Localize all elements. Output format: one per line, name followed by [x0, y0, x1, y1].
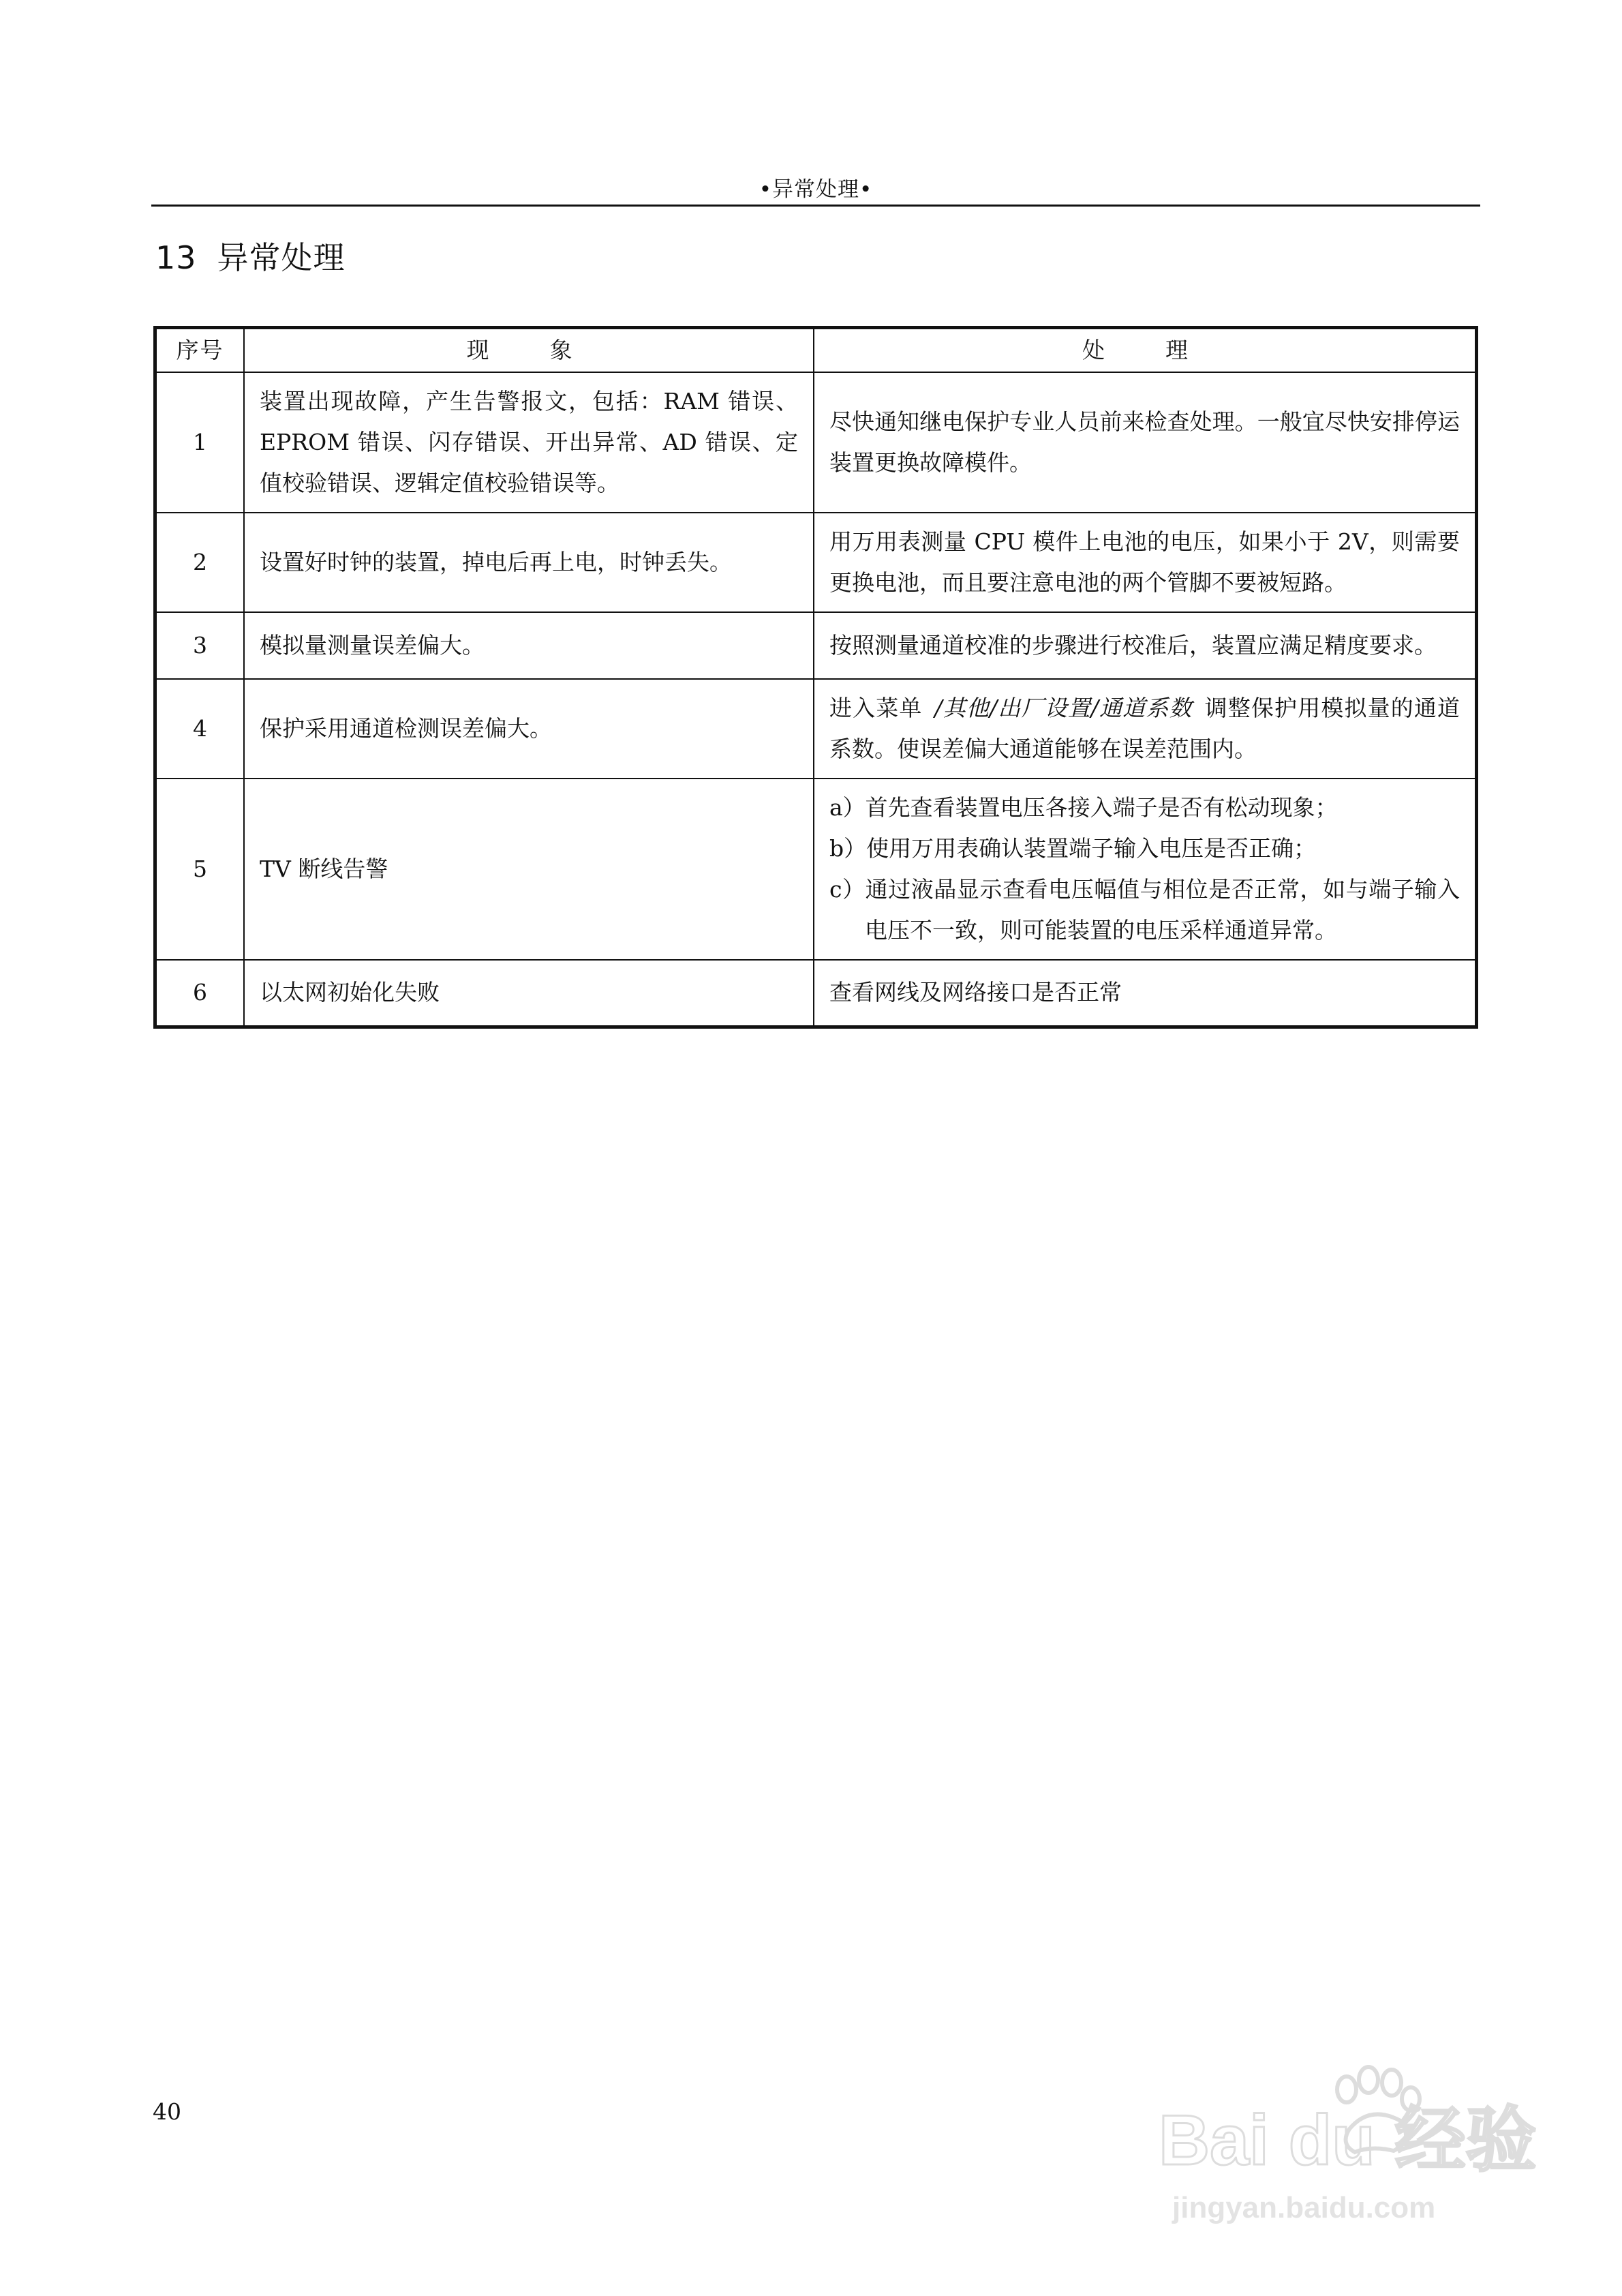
table-row: [155, 779, 1477, 960]
row-phenomenon: 以太网初始化失败: [244, 960, 814, 1027]
col-action-header: 处 理: [814, 328, 1477, 373]
table-row: [155, 679, 1477, 779]
section-number: 13: [155, 239, 197, 276]
section-title: [155, 233, 346, 278]
row-phenomenon: TV 断线告警: [244, 779, 814, 960]
watermark-brand: Bai du 经验: [1159, 2101, 1537, 2180]
step-item: a）首先查看装置电压各接入端子是否有松动现象；: [829, 794, 1338, 821]
page-number: 40: [153, 2098, 181, 2125]
row-phenomenon: 模拟量测量误差偏大。: [244, 612, 814, 679]
col-phenomenon-header: 现 象: [244, 328, 814, 373]
menu-path: /其他/出厂设置/通道系数: [934, 695, 1193, 721]
row-phenomenon: 保护采用通道检测误差偏大。: [244, 679, 814, 779]
row-action: 查看网线及网络接口是否正常: [814, 960, 1477, 1027]
row-index: 1: [155, 372, 245, 513]
watermark-url: jingyan.baidu.com: [1172, 2191, 1436, 2224]
action-text-pre: 进入菜单: [829, 695, 923, 721]
col-index-header: 序号: [155, 328, 245, 373]
row-phenomenon: 设置好时钟的装置，掉电后再上电，时钟丢失。: [244, 513, 814, 612]
table-row: [155, 612, 1477, 679]
table-row: [155, 513, 1477, 612]
watermark-logo: [1145, 2055, 1554, 2246]
row-action: 用万用表测量 CPU 模件上电池的电压，如果小于 2V，则需要更换电池，而且要注意电池的两个管脚不要被短路。: [814, 513, 1477, 612]
row-action: [814, 679, 1477, 779]
row-index: 6: [155, 960, 245, 1027]
row-index: 3: [155, 612, 245, 679]
action-text-post: 调整保护用模拟量的通道系数。使误差偏大通道能够在误差范围内。: [829, 695, 1460, 762]
running-header: •异常处理•: [759, 177, 873, 202]
row-phenomenon: 装置出现故障，产生告警报文，包括：RAM 错误、EPROM 错误、闪存错误、开出异常、AD 错误、定值校验错误、逻辑定值校验错误等。: [244, 372, 814, 513]
table-header-row: [155, 328, 1477, 373]
table-row: [155, 960, 1477, 1027]
row-action: [814, 779, 1477, 960]
step-item: c）通过液晶显示查看电压幅值与相位是否正常，如与端子输入电压不一致，则可能装置的电压采样通道异常。: [829, 876, 1460, 943]
fault-table: [153, 326, 1478, 1029]
section-title-text: 异常处理: [217, 239, 346, 276]
table-row: [155, 372, 1477, 513]
row-index: 4: [155, 679, 245, 779]
header-rule: [151, 205, 1480, 207]
row-action: 按照测量通道校准的步骤进行校准后，装置应满足精度要求。: [814, 612, 1477, 679]
step-item: b）使用万用表确认装置端子输入电压是否正确；: [829, 835, 1317, 862]
row-index: 5: [155, 779, 245, 960]
step-list: [829, 787, 1460, 951]
row-action: 尽快通知继电保护专业人员前来检查处理。一般宜尽快安排停运装置更换故障模件。: [814, 372, 1477, 513]
row-index: 2: [155, 513, 245, 612]
